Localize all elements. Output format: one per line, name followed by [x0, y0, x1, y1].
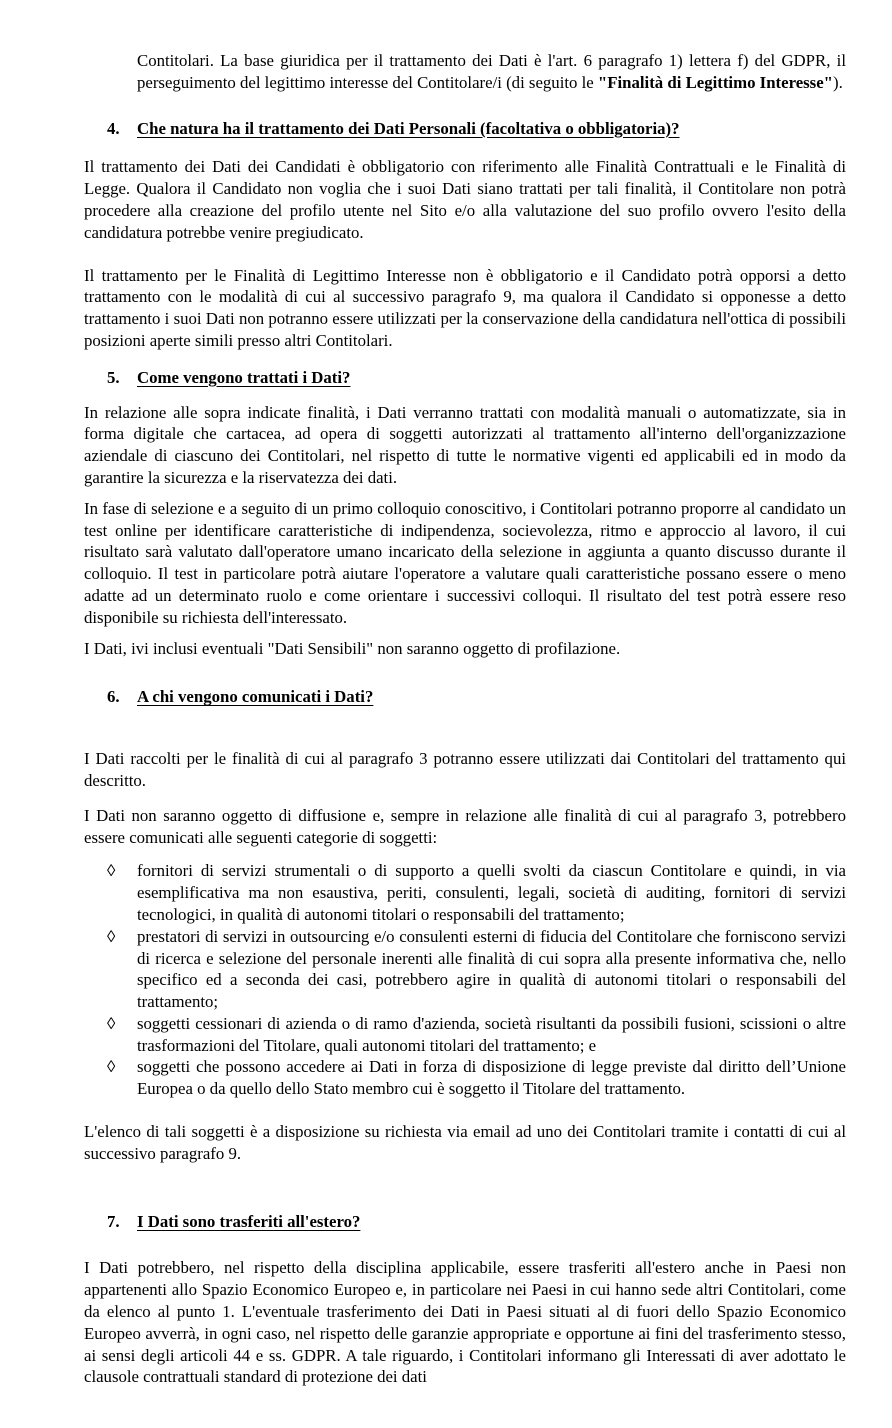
continuation-paragraph — [137, 50, 846, 94]
list-item — [84, 1056, 846, 1100]
list-item — [84, 860, 846, 925]
section-4-paragraph-2: Il trattamento per le Finalità di Legittimo Interesse non è obbligatorio e il Candidato potrà opporsi a detto trattamento con le modalità di cui al successivo paragrafo 9, ma qualora il Candidato si opponesse a detto trattamento i suoi Dati non potranno essere utilizzati per la conservazione della candidatura nell'ottica di possibili posizioni aperte simili presso altri Contitolari. — [84, 265, 846, 350]
section-5-paragraph-2: In fase di selezione e a seguito di un primo colloquio conoscitivo, i Contitolari potranno proporre al candidato un test online per identificare caratteristiche di indipendenza, socievolezza, ritmo e approccio al lavoro, il cui risultato sarà valutato dall'operatore umano incaricato della selezione in aggiunta a quanto discusso durante il colloquio. Il test in particolare potrà aiutare l'operatore a valutare quali caratteristiche possano essere o meno adatte ad un determinato ruolo e come orientare i successivi colloqui. Il risultato del test potrà essere reso disponibile su richiesta dell'interessato. — [84, 498, 846, 627]
section-5-paragraph-1: In relazione alle sopra indicate finalità, i Dati verranno trattati con modalità manuali o automatizzate, sia in forma digitale che cartacea, ad opera di soggetti autorizzati al trattamento all'interno dell'organizzazione aziendale di ciascuno dei Contitolari, nel rispetto di tutte le normative vigenti ed applicabili ed in modo da garantire la sicurezza e la riservatezza dei dati. — [84, 402, 846, 487]
section-4-heading — [84, 118, 846, 140]
list-item — [84, 926, 846, 1013]
diamond-bullet-icon: ◊ — [107, 861, 116, 881]
section-4-number: 4. — [107, 118, 120, 138]
list-item-text: fornitori di servizi strumentali o di supporto a quelli svolti da ciascun Contitolare e quindi, in via esemplificativa ma non esaustiva, periti, consulenti, legali, società di auditing, fornitori di servizi tecnologici, in qualità di autonomi titolari o responsabili del trattamento; — [137, 861, 846, 924]
list-item — [84, 1013, 846, 1057]
section-5-heading — [84, 367, 846, 389]
section-7-number: 7. — [107, 1211, 120, 1231]
list-item-text: soggetti cessionari di azienda o di ramo d'azienda, società risultanti da possibili fusioni, scissioni o altre trasformazioni del Titolare, quali autonomi titolari del trattamento; e — [137, 1013, 846, 1055]
section-6-number: 6. — [107, 687, 120, 707]
section-6-paragraph-3: L'elenco di tali soggetti è a disposizione su richiesta via email ad uno dei Contitolari tramite i contatti di cui al successivo paragrafo 9. — [84, 1122, 846, 1163]
section-5-paragraph-3: I Dati, ivi inclusi eventuali "Dati Sensibili" non saranno oggetto di profilazione. — [84, 638, 621, 658]
section-5-title: Come vengono trattati i Dati? — [137, 367, 351, 387]
section-6-heading — [84, 686, 846, 708]
section-5-number: 5. — [107, 367, 120, 387]
recipient-categories-list — [84, 860, 846, 1100]
list-item-text: soggetti che possono accedere ai Dati in forza di disposizione di legge previste dal diritto dell’Unione Europea o da quello dello Stato membro cui è soggetto il Titolare del trattamento. — [137, 1057, 846, 1099]
section-4-title: Che natura ha il trattamento dei Dati Personali (facoltativa o obbligatoria)? — [137, 118, 680, 138]
diamond-bullet-icon: ◊ — [107, 1057, 116, 1077]
section-7-heading — [84, 1211, 846, 1233]
section-6-paragraph-1: I Dati raccolti per le finalità di cui al paragrafo 3 potranno essere utilizzati dai Contitolari del trattamento qui descritto. — [84, 749, 846, 790]
continuation-bold-text: "Finalità di Legittimo Interesse" — [597, 72, 833, 92]
section-6-title: A chi vengono comunicati i Dati? — [137, 687, 374, 707]
continuation-text-end: ). — [832, 72, 843, 92]
section-6-paragraph-2: I Dati non saranno oggetto di diffusione e, sempre in relazione alle finalità di cui al paragrafo 3, potrebbero essere comunicati alle seguenti categorie di soggetti: — [84, 805, 846, 847]
section-7-title: I Dati sono trasferiti all'estero? — [137, 1211, 361, 1231]
list-item-text: prestatori di servizi in outsourcing e/o consulenti esterni di fiducia del Contitolare che forniscono servizi di ricerca e selezione del personale inerenti alle finalità di cui sopra alla presente informativa che, nello specifico ed a seconda dei casi, potrebbero agire in qualità di autonomi titolari o responsabili del trattamento; — [137, 926, 846, 1012]
section-4-paragraph-1: Il trattamento dei Dati dei Candidati è obbligatorio con riferimento alle Finalità Contrattuali e le Finalità di Legge. Qualora il Candidato non voglia che i suoi Dati siano trattati per tali finalità, il Contitolare non potrà procedere alla creazione del profilo utente nel Sito e/o alla valutazione del suo profilo ovvero l'esito della candidatura potrebbe venire pregiudicato. — [84, 157, 846, 242]
continuation-text-start: Contitolari. La base giuridica per il trattamento dei Dati è l'art. 6 paragrafo 1) lettera f) del GDPR, il perseguimento del legittimo interesse del Contitolare/i (di seguito le — [137, 51, 846, 92]
section-7-paragraph-1: I Dati potrebbero, nel rispetto della disciplina applicabile, essere trasferiti all'estero anche in Paesi non appartenenti allo Spazio Economico Europeo e, in particolare nei Paesi in cui hanno sede altri Contitolari, come da elenco al punto 1. L'eventuale trasferimento dei Dati in Paesi situati al di fuori dello Spazio Economico Europeo avverrà, in ogni caso, nel rispetto delle garanzie appropriate e opportune ai fini del trasferimento stesso, ai sensi degli articoli 44 e ss. GDPR. A tale riguardo, i Contitolari informano gli Interessati di aver adottato le clausole contrattuali standard di protezione dei dati — [84, 1258, 846, 1387]
diamond-bullet-icon: ◊ — [107, 1013, 116, 1033]
diamond-bullet-icon: ◊ — [107, 926, 116, 946]
